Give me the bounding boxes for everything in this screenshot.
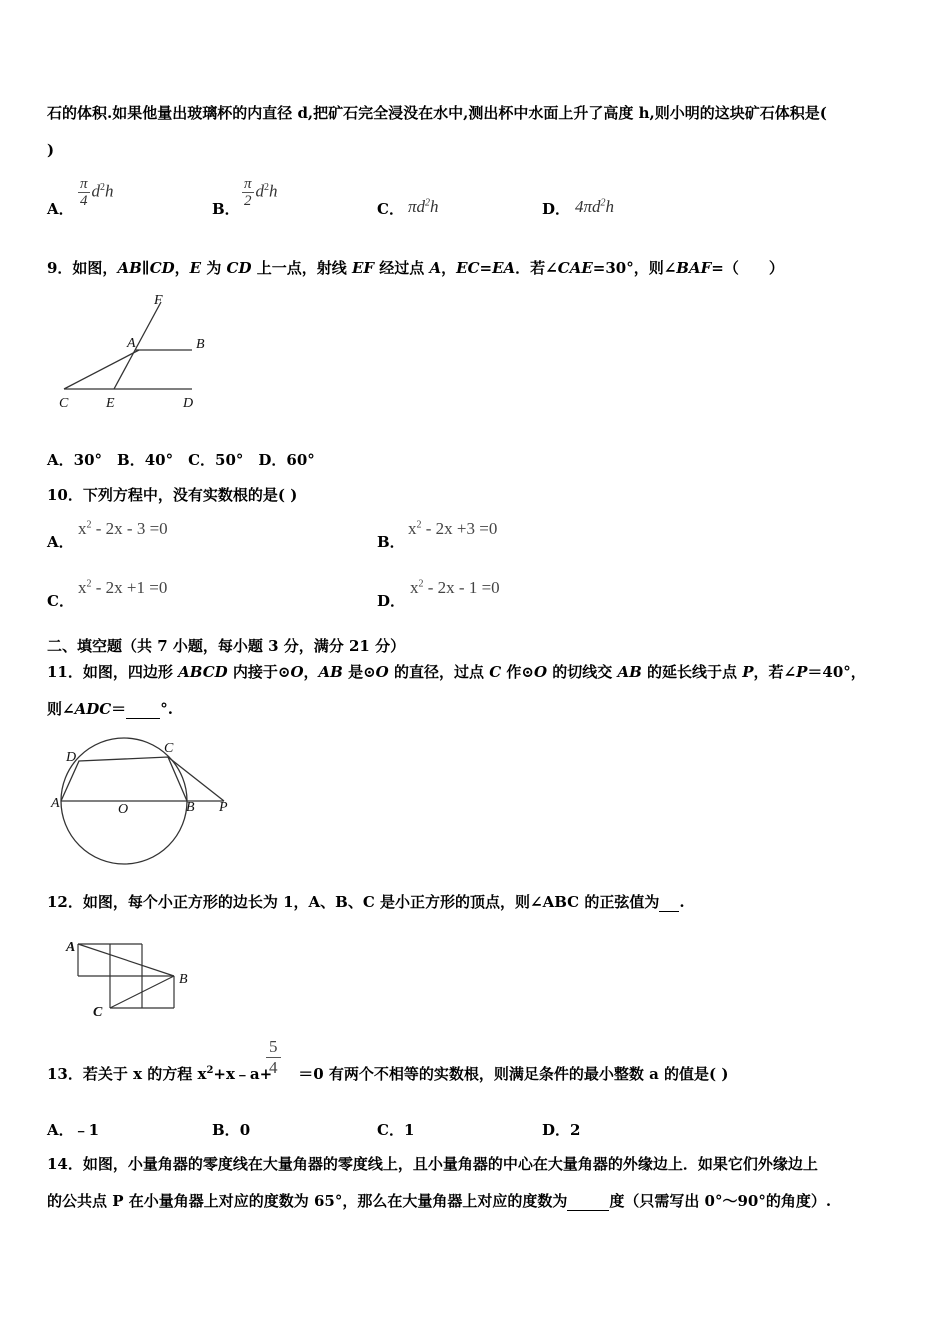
q8-option-c-expr: $\pi d^2h$ bbox=[408, 197, 439, 216]
q13-fraction-denominator: 4 bbox=[269, 1058, 278, 1077]
q12-label-c: C bbox=[93, 1005, 103, 1020]
q11-label-a: A bbox=[51, 796, 60, 811]
q9-ray-ef bbox=[114, 302, 161, 389]
q11-figure bbox=[46, 735, 241, 865]
q12-figure bbox=[60, 932, 200, 1022]
q9-label-c: C bbox=[59, 396, 69, 411]
q8-option-a-label: A． bbox=[47, 200, 74, 218]
q13-fraction-numerator: 5 bbox=[266, 1037, 281, 1058]
q12-answer-blank bbox=[659, 893, 679, 912]
q10-option-a-eq: $x^2 - 2x - 3 =0$ bbox=[78, 519, 168, 538]
q8-option-d-expr: $4\pi d^2h$ bbox=[575, 197, 615, 216]
q10-option-d-eq: $x^2 - 2x - 1 =0$ bbox=[410, 578, 500, 597]
q11-label-b: B bbox=[186, 800, 195, 815]
q13-option-a: A．﹣1 bbox=[47, 1121, 100, 1139]
q8-option-b-label: B． bbox=[212, 200, 240, 218]
q9-choices: A．30° B．40° C．50° D．60° bbox=[47, 451, 315, 469]
q13-option-c: C．1 bbox=[377, 1121, 415, 1139]
q8-stem-line1: 石的体积.如果他量出玻璃杯的内直径 d,把矿石完全浸没在水中,测出杯中水面上升了高度 h,则小明的这块矿石体积是( bbox=[47, 104, 827, 122]
q14-stem-line2: 的公共点 P 在小量角器上对应的度数为 65°，那么在大量角器上对应的度数为 度（只需写出 0°～90°的角度）. bbox=[47, 1192, 832, 1210]
q11-label-p: P bbox=[219, 800, 228, 815]
q11-stem-line2: 则∠ADC＝ °. bbox=[47, 700, 173, 718]
q11-label-c: C bbox=[164, 741, 174, 756]
q11-answer-blank bbox=[126, 700, 160, 719]
q11-tangent-cp bbox=[168, 757, 224, 801]
q8-stem-line2: ) bbox=[47, 141, 55, 159]
q9-label-d: D bbox=[183, 396, 194, 411]
q10-stem: 10．下列方程中，没有实数根的是( ) bbox=[47, 486, 298, 504]
q11-stem-line1: 11．如图，四边形 ABCD 内接于⊙O，AB 是⊙O 的直径，过点 C 作⊙O 的切线交 AB 的延长线于点 P，若∠P＝40°， bbox=[47, 663, 866, 681]
q9-label-a: A bbox=[127, 336, 136, 351]
q8-option-d-label: D． bbox=[542, 200, 571, 218]
q8-option-a-expr: $\frac{\pi}{4}$ $d^2h$ bbox=[80, 176, 114, 209]
q14-answer-blank bbox=[567, 1192, 609, 1211]
q11-label-o: O bbox=[118, 802, 129, 817]
q9-label-f: F bbox=[154, 293, 163, 308]
q9-label-e: E bbox=[106, 396, 115, 411]
q9-line-ca bbox=[64, 350, 139, 389]
q10-option-a-label: A． bbox=[47, 533, 74, 551]
q12-stem: 12．如图，每个小正方形的边长为 1，A、B、C 是小正方形的顶点，则∠ABC 的正弦值为 . bbox=[47, 893, 685, 911]
q12-label-b: B bbox=[179, 972, 188, 987]
q11-label-d: D bbox=[66, 750, 77, 765]
q9-stem: 9．如图，AB∥CD，E 为 CD 上一点，射线 EF 经过点 A，EC=EA．若∠CAE=30°，则∠BAF=（ ） bbox=[47, 259, 784, 277]
q12-segment-ab bbox=[78, 944, 174, 976]
q8-option-c-label: C． bbox=[377, 200, 404, 218]
q10-option-d-label: D． bbox=[377, 592, 406, 610]
q13-option-b: B．0 bbox=[212, 1121, 251, 1139]
q12-label-a: A bbox=[66, 940, 76, 955]
q9-figure bbox=[50, 288, 230, 416]
q13-fraction bbox=[266, 1037, 281, 1078]
q14-stem-line1: 14．如图，小量角器的零度线在大量角器的零度线上，且小量角器的中心在大量角器的外缘边上．如果它们外缘边上 bbox=[47, 1155, 818, 1173]
q13-option-d: D．2 bbox=[542, 1121, 581, 1139]
q9-label-b: B bbox=[196, 337, 205, 352]
section-2-heading: 二、填空题（共 7 小题，每小题 3 分，满分 21 分） bbox=[47, 637, 406, 655]
q10-option-c-label: C． bbox=[47, 592, 74, 610]
q10-option-c-eq: $x^2 - 2x +1 =0$ bbox=[78, 578, 168, 597]
q10-option-b-eq: $x^2 - 2x +3 =0$ bbox=[408, 519, 498, 538]
q8-option-b-expr: $\frac{\pi}{2}$ $d^2h$ bbox=[244, 176, 278, 209]
q10-option-b-label: B． bbox=[377, 533, 405, 551]
q11-quad-abcd bbox=[61, 757, 187, 801]
q13-stem: 13．若关于 x 的方程 $x^2+x﹣a+ =0$ 有两个不相等的实数根，则满足条件的最小整数 a 的值是( ) bbox=[47, 1065, 729, 1083]
